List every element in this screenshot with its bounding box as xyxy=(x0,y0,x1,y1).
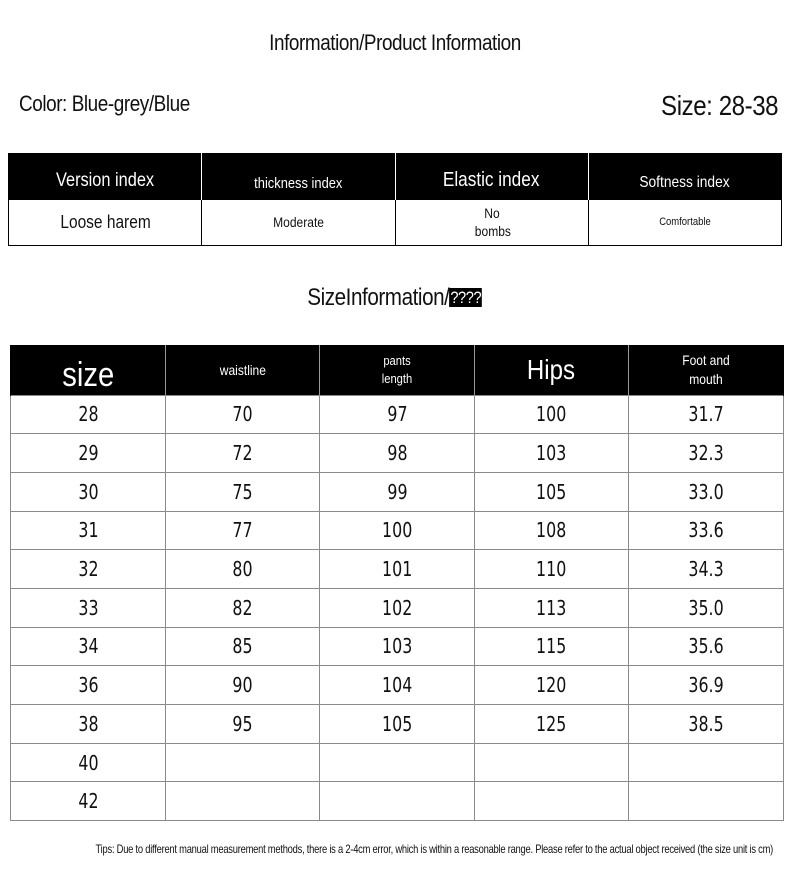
cell-pants-length: 102 xyxy=(320,588,475,627)
cell-size: 32 xyxy=(11,550,166,589)
cell-hips: 103 xyxy=(475,434,629,473)
index-header-row xyxy=(9,153,782,200)
cell-pants-length: 104 xyxy=(320,666,475,705)
cell-foot-mouth: 33.0 xyxy=(629,472,784,511)
index-value-version: Loose harem xyxy=(9,200,202,245)
cell-size: 42 xyxy=(11,782,166,821)
size-table-body xyxy=(11,395,784,821)
table-row xyxy=(11,782,784,821)
cell-waistline: 75 xyxy=(166,472,320,511)
table-row xyxy=(11,627,784,666)
product-index-table xyxy=(8,153,782,246)
cell-pants-length: 99 xyxy=(320,472,475,511)
color-label: Color: Blue-grey/Blue xyxy=(19,91,190,116)
cell-pants-length: 98 xyxy=(320,434,475,473)
cell-hips: 125 xyxy=(475,705,629,744)
cell-pants-length: 103 xyxy=(320,627,475,666)
cell-foot-mouth: 33.6 xyxy=(629,511,784,550)
index-value-row xyxy=(9,200,782,245)
cell-waistline: 90 xyxy=(166,666,320,705)
cell-hips: 115 xyxy=(475,627,629,666)
index-header-elastic: Elastic index xyxy=(395,153,588,200)
table-row xyxy=(11,743,784,782)
cell-pants-length: 101 xyxy=(320,550,475,589)
cell-hips: 120 xyxy=(475,666,629,705)
cell-size: 28 xyxy=(11,395,166,434)
cell-waistline: 82 xyxy=(166,588,320,627)
cell-hips xyxy=(475,782,629,821)
size-header-size: size xyxy=(11,345,166,395)
cell-waistline: 80 xyxy=(166,550,320,589)
cell-hips: 100 xyxy=(475,395,629,434)
cell-size: 31 xyxy=(11,511,166,550)
cell-hips xyxy=(475,743,629,782)
cell-hips: 110 xyxy=(475,550,629,589)
cell-hips: 105 xyxy=(475,472,629,511)
index-value-thickness: Moderate xyxy=(202,200,395,245)
cell-foot-mouth xyxy=(629,782,784,821)
cell-pants-length: 97 xyxy=(320,395,475,434)
cell-pants-length: 105 xyxy=(320,705,475,744)
cell-size: 36 xyxy=(11,666,166,705)
measurement-tips: Tips: Due to different manual measurement methods, there is a 2-4cm error, which is within a reasonable range. Please refer to the actual object received (the size unit is cm) xyxy=(95,842,774,856)
cell-foot-mouth: 36.9 xyxy=(629,666,784,705)
cell-foot-mouth: 35.0 xyxy=(629,588,784,627)
size-header-foot-mouth: Foot and mouth xyxy=(629,345,784,395)
cell-foot-mouth: 35.6 xyxy=(629,627,784,666)
size-header-hips: Hips xyxy=(475,345,629,395)
cell-waistline: 95 xyxy=(166,705,320,744)
size-section-title: SizeInformation/???? xyxy=(307,284,482,311)
cell-waistline: 77 xyxy=(166,511,320,550)
cell-size: 29 xyxy=(11,434,166,473)
index-header-thickness: thickness index xyxy=(202,153,395,200)
size-range-label: Size: 28-38 xyxy=(660,90,778,121)
index-value-elastic: No bombs xyxy=(395,200,588,245)
cell-hips: 108 xyxy=(475,511,629,550)
size-header-row xyxy=(11,345,784,395)
cell-waistline xyxy=(166,743,320,782)
cell-waistline: 72 xyxy=(166,434,320,473)
table-row xyxy=(11,472,784,511)
table-row xyxy=(11,705,784,744)
placeholder-glyphs: ???? xyxy=(450,288,482,307)
size-chart-table xyxy=(10,345,784,821)
cell-pants-length xyxy=(320,743,475,782)
table-row xyxy=(11,666,784,705)
cell-waistline: 70 xyxy=(166,395,320,434)
table-row xyxy=(11,550,784,589)
table-row xyxy=(11,511,784,550)
cell-size: 33 xyxy=(11,588,166,627)
cell-foot-mouth: 38.5 xyxy=(629,705,784,744)
index-value-softness: Comfortable xyxy=(588,200,781,245)
size-header-pants-length: pants length xyxy=(320,345,475,395)
cell-pants-length: 100 xyxy=(320,511,475,550)
index-header-version: Version index xyxy=(9,153,202,200)
cell-pants-length xyxy=(320,782,475,821)
cell-hips: 113 xyxy=(475,588,629,627)
table-row xyxy=(11,434,784,473)
size-header-waistline: waistline xyxy=(166,345,320,395)
cell-size: 34 xyxy=(11,627,166,666)
table-row xyxy=(11,395,784,434)
page-title: Information/Product Information xyxy=(269,30,521,55)
cell-foot-mouth: 32.3 xyxy=(629,434,784,473)
cell-foot-mouth xyxy=(629,743,784,782)
cell-waistline xyxy=(166,782,320,821)
table-row xyxy=(11,588,784,627)
cell-size: 30 xyxy=(11,472,166,511)
cell-foot-mouth: 34.3 xyxy=(629,550,784,589)
cell-size: 38 xyxy=(11,705,166,744)
index-header-softness: Softness index xyxy=(588,153,781,200)
cell-foot-mouth: 31.7 xyxy=(629,395,784,434)
cell-size: 40 xyxy=(11,743,166,782)
cell-waistline: 85 xyxy=(166,627,320,666)
